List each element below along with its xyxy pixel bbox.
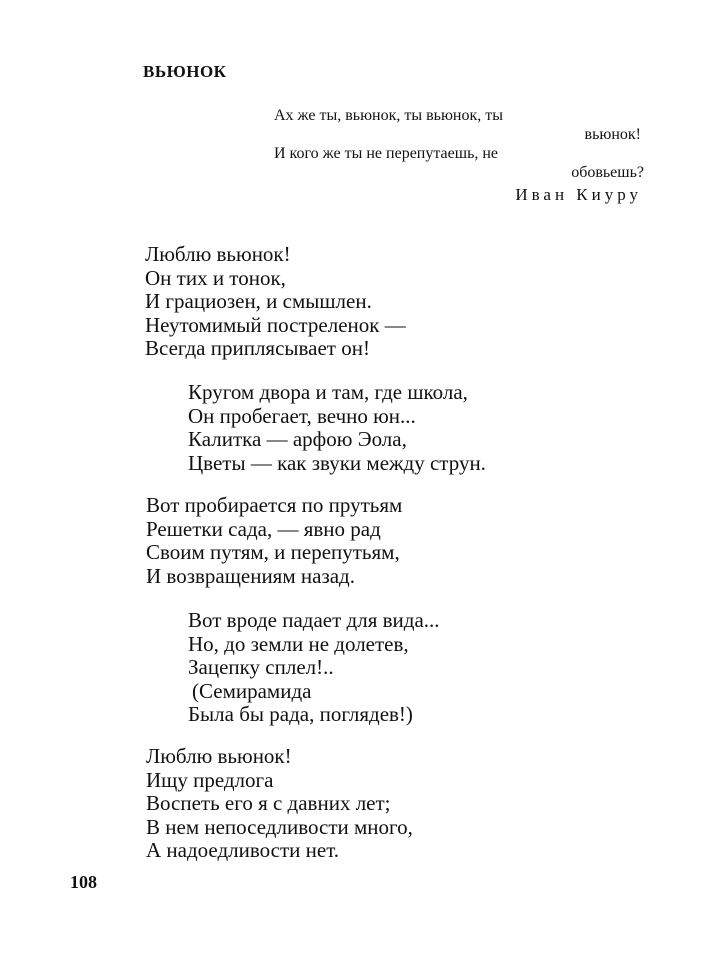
verse-line: Вот пробирается по прутьям [146, 493, 403, 517]
verse-line: Он тих и тонок, [145, 265, 286, 290]
epigraph-line: Ах же ты, вьюнок, ты вьюнок, ты [274, 107, 504, 124]
verse-line: Цветы — как звуки между струн. [188, 450, 486, 475]
verse-line: Он пробегает, вечно юн... [188, 403, 416, 428]
verse-line: И грациозен, и смышлен. [145, 289, 372, 314]
page-number: 108 [70, 872, 97, 892]
stanza-5 [146, 745, 413, 863]
epigraph-line: И кого же ты не перепутаешь, не [274, 145, 499, 162]
poem-title: ВЬЮНОК [143, 62, 227, 81]
stanza-3 [146, 494, 402, 588]
verse-line: Но, до земли не долетев, [188, 631, 409, 656]
verse-line: Зацепку сплел!.. [188, 655, 334, 680]
verse-line: Ищу предлога [146, 767, 274, 792]
verse-line: Воспеть его я с давних лет; [146, 791, 391, 816]
epigraph-line: вьюнок! [584, 126, 641, 143]
stanza-2 [188, 381, 486, 475]
verse-line: Своим путям, и перепутьям, [146, 540, 400, 565]
stanza-1 [145, 243, 406, 361]
verse-line: Всегда приплясывает он! [145, 336, 370, 361]
epigraph [274, 106, 644, 182]
verse-line: Была бы рада, поглядев!) [188, 702, 413, 727]
verse-line: И возвращениям назад. [146, 563, 355, 588]
verse-line: В нем непоседливости много, [146, 814, 413, 839]
verse-line: Неутомимый постреленок — [145, 312, 406, 337]
epigraph-line: обовьешь? [571, 164, 644, 181]
stanza-4 [188, 609, 440, 727]
verse-line: Решетки сада, — явно рад [146, 516, 381, 541]
epigraph-author: Иван Киуру [515, 185, 642, 204]
verse-line: Вот вроде падает для вида... [188, 608, 440, 632]
verse-line: Калитка — арфою Эола, [188, 427, 407, 452]
verse-line: Люблю вьюнок! [145, 242, 291, 266]
verse-line: Кругом двора и там, где школа, [188, 380, 468, 404]
verse-line: Люблю вьюнок! [146, 744, 292, 768]
verse-line: (Семирамида [192, 678, 312, 703]
verse-line: А надоедливости нет. [146, 838, 340, 863]
